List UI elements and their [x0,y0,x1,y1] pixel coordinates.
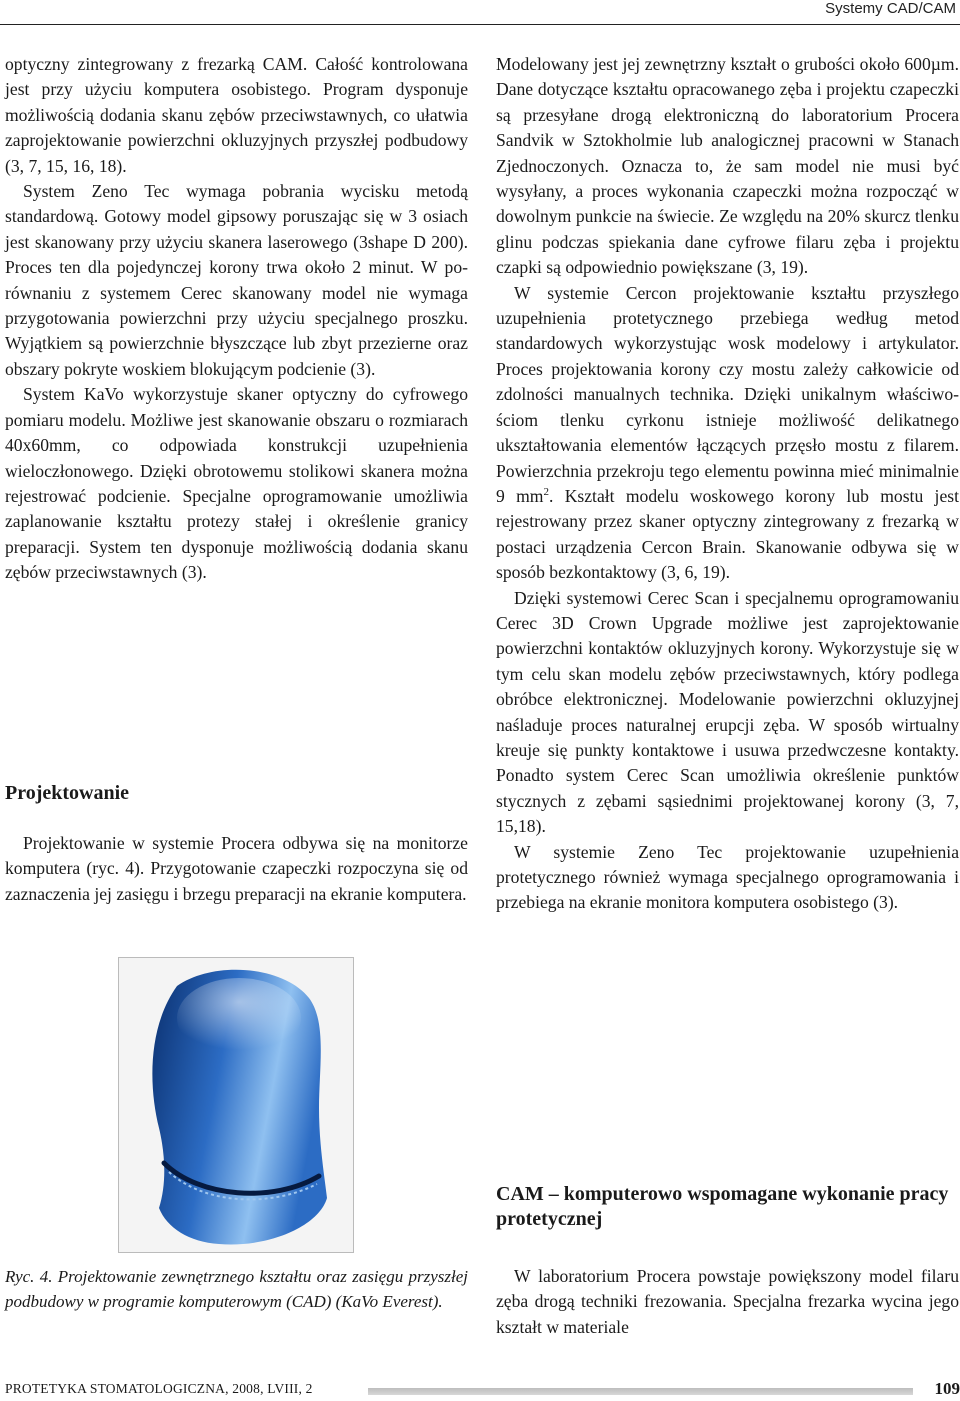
tooth-3d-render-image [119,958,353,1252]
right-paragraph-2-start: W systemie Cercon projektowanie kształtu przyszłego uzupełnienia protetycznego przebiega według metod standardowych wykorzystując wosk modelowy i artykulator. Proces projektowania korony czy mostu zależy całkowicie od zdolności manualnych technika. Dzięki unikalnym właściwościom tlenku cyrkonu istnieje możliwość delikatnego ukształtowania elementów łączących przęsło mostu z filarem. Powierzchnia przekroju tego elementu powinna mieć minimalnie 9 mm [496,282,959,506]
left-paragraph-2: System Zeno Tec wymaga pobrania wycisku metodą standardową. Gotowy model gipsowy poruszając się w 3 osiach jest skanowany przy użyciu skanera laserowego (3shape D 200). Proces ten dla pojedynczej korony trwa około 2 minut. W porównaniu z systemem Cerec skanowany model nie wymaga przygotowania powierzchni przy użyciu specjalnego proszku. Wyjątkiem są powierzchnie błyszczące lub zbyt przezierne oraz obszary pokryte woskiem blokującym podcienie (3). [5,181,468,379]
right-paragraph-5: W laboratorium Procera powstaje powiększony model filaru zęba drogą techniki frezowania. Specjalna frezarka wycina jego kształt w materiale [496,1266,959,1337]
footer-bar [368,1388,913,1395]
running-title: Systemy CAD/CAM [825,0,956,17]
superscript-2: 2 [543,486,549,499]
section-heading-cam: CAM – komputerowo wspomagane wykonanie pracy protetycznej [496,1183,949,1230]
right-paragraph-2 [496,281,959,586]
right-column [496,52,959,916]
page-footer [5,1381,960,1401]
section-heading-projektowanie: Projektowanie [5,782,130,804]
tooth-highlight [177,978,301,1058]
projektowanie-paragraph [5,831,468,907]
footer-journal-title: PROTETYKA STOMATOLOGICZNA, 2008, LVIII, 2 [5,1381,313,1396]
header-rule [0,24,960,25]
right-paragraph-4: W systemie Zeno Tec projektowanie uzupełnienia protetycznego również wymaga specjalnego oprogramowania i przebiega na ekranie monitora komputera osobistego (3). [496,841,959,913]
right-paragraph-3: Dzięki systemowi Cerec Scan i specjalnemu oprogramowaniu Cerec 3D Crown Upgrade możliwe jest zaprojektowanie powierzchni kontaktów okluzyjnych korony. Wykorzystuje się w tym celu skan modelu zębów przeciwstawnych, który podlega obróbce elektronicznej. Modelowanie powierzchni okluzyjnej naśladuje proces naturalnej erupcji zęba. W sposób wirtualny kreuje się punkty kontaktowe i usuwa przedwczesne kontakty. Ponadto system Cerec Scan umożliwia określenie punktów stycznych z zębami sąsiednimi projektowanej korony (3, 7, 15,18). [496,587,959,837]
left-paragraph-3: System KaVo wykorzystuje skaner optyczny do cyfrowego pomiaru modelu. Możliwe jest skanowanie obszaru o rozmiarach 40x60mm, co odpowiada konstrukcji uzupełnienia wieloczłonowego. Dzięki obrotowemu stolikowi skanera można rejestrować podcienie. Specjalne oprogramowanie umożliwia zaplanowanie kształtu protezy stałej i określenie granicy preparacji. System ten dysponuje możliwością dodania skanu zębów przeciwstawnych (3). [5,384,468,583]
left-paragraph-4: Projektowanie w systemie Procera odbywa się na monitorze komputera (ryc. 4). Przygotowanie czapeczki rozpoczyna się od zaznaczenia jej zasięgu i brzegu preparacji na ekranie komputera. [5,833,468,904]
right-paragraph-2-end: . Kształt modelu woskowego korony lub mostu jest rejestrowany przez skaner optyczny zintegrowany z frezarką w postaci urządzenia Cercon Brain. Skanowanie odbywa się w sposób bezkontaktowy (3, 6, 19). [496,485,959,583]
left-column [5,52,468,586]
page-number: 109 [934,1379,960,1398]
left-paragraph-1: optyczny zintegrowany z frezarką CAM. Całość kontrolowana jest przy użyciu komputera osobistego. Program dysponuje możliwością dodania skanu zębów przeciwstawnych, co ułatwia zaprojektowanie powierzchni okluzyjnych przyszłej podbudowy (3, 7, 15, 16, 18). [5,54,468,176]
figure-caption: Ryc. 4. Projektowanie zewnętrznego kształtu oraz zasięgu przyszłej podbudowy w programie komputerowym (CAD) (KaVo Everest). [5,1267,468,1311]
figure-tooth-model [118,957,354,1253]
right-paragraph-1: Modelowany jest jej zewnętrzny kształt o grubości około 600µm. Dane dotyczące kształtu opracowanego zęba i projektu czapeczki są przesyłane drogą elektroniczną do laboratorium Procera Sandvik w Sztokholmie lub analogicznej pracowni w Stanach Zjednoczonych. Oznacza to, że sam model nie musi być wysyłany, a proces wykonania czapeczki można rozpocząć w dowolnym punkcie na świecie. Ze względu na 20% skurcz tlenku glinu podczas spiekania dane cyfrowe filaru zęba i projektu czapki są odpowiednio powiększane (3, 19). [496,54,959,278]
cam-paragraph [496,1264,959,1340]
